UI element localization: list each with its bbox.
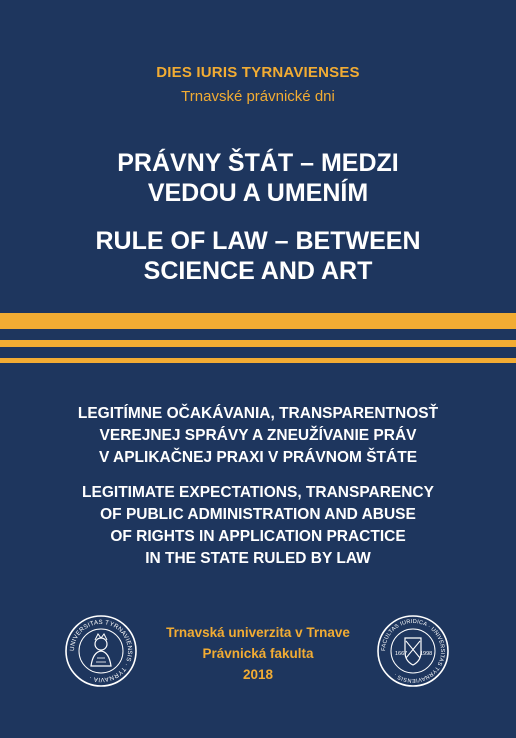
series-title: DIES IURIS TYRNAVIENSES [156,64,360,81]
main-title-sk-line1: PRÁVNY ŠTÁT – MEDZI [117,149,399,177]
subtitle-sk-line2: VEREJNEJ SPRÁVY A ZNEUŽÍVANIE PRÁV [99,427,417,444]
subtitle-en-line2: OF PUBLIC ADMINISTRATION AND ABUSE [100,506,416,523]
svg-text:FACULTAS IURIDICA · UNIVERSITA: FACULTAS IURIDICA · UNIVERSITAS TYRNAVIENSIS · [380,618,446,684]
subtitle-en-line3: OF RIGHTS IN APPLICATION PRACTICE [110,528,406,545]
main-title-sk-line2: VEDOU A UMENÍM [147,179,369,207]
subtitle-sk-line3: V APLIKAČNEJ PRAXI V PRÁVNOM ŠTÁTE [98,449,418,466]
university-seal-icon [64,614,138,688]
main-title-slovak [0,148,516,208]
decorative-stripe-3 [0,358,516,363]
publisher-university: Trnavská univerzita v Trnave [166,625,350,640]
svg-text:UNIVERSITAS TYRNAVIENSIS · TYR: UNIVERSITAS TYRNAVIENSIS · TYRNAVIA · [68,618,134,684]
svg-text:1667: 1667 [395,651,408,657]
faculty-seal-icon [376,614,450,688]
publisher-faculty: Právnická fakulta [202,646,314,661]
main-title-english [0,226,516,286]
subtitle-sk-line1: LEGITÍMNE OČAKÁVANIA, TRANSPARENTNOSŤ [77,405,439,422]
subtitle-en-line4: IN THE STATE RULED BY LAW [145,550,371,567]
svg-text:1998: 1998 [420,651,433,657]
decorative-stripe-2 [0,340,516,347]
publication-year: 2018 [242,667,274,682]
subtitle-en-line1: LEGITIMATE EXPECTATIONS, TRANSPARENCY [82,484,434,501]
decorative-stripe-1 [0,313,516,329]
publisher-block [138,622,378,685]
subtitle-slovak [0,403,516,469]
subtitle-english [0,482,516,570]
main-title-en-line2: SCIENCE AND ART [143,257,373,285]
main-title-en-line1: RULE OF LAW – BETWEEN [95,227,421,255]
series-subtitle: Trnavské právnické dni [181,88,335,105]
